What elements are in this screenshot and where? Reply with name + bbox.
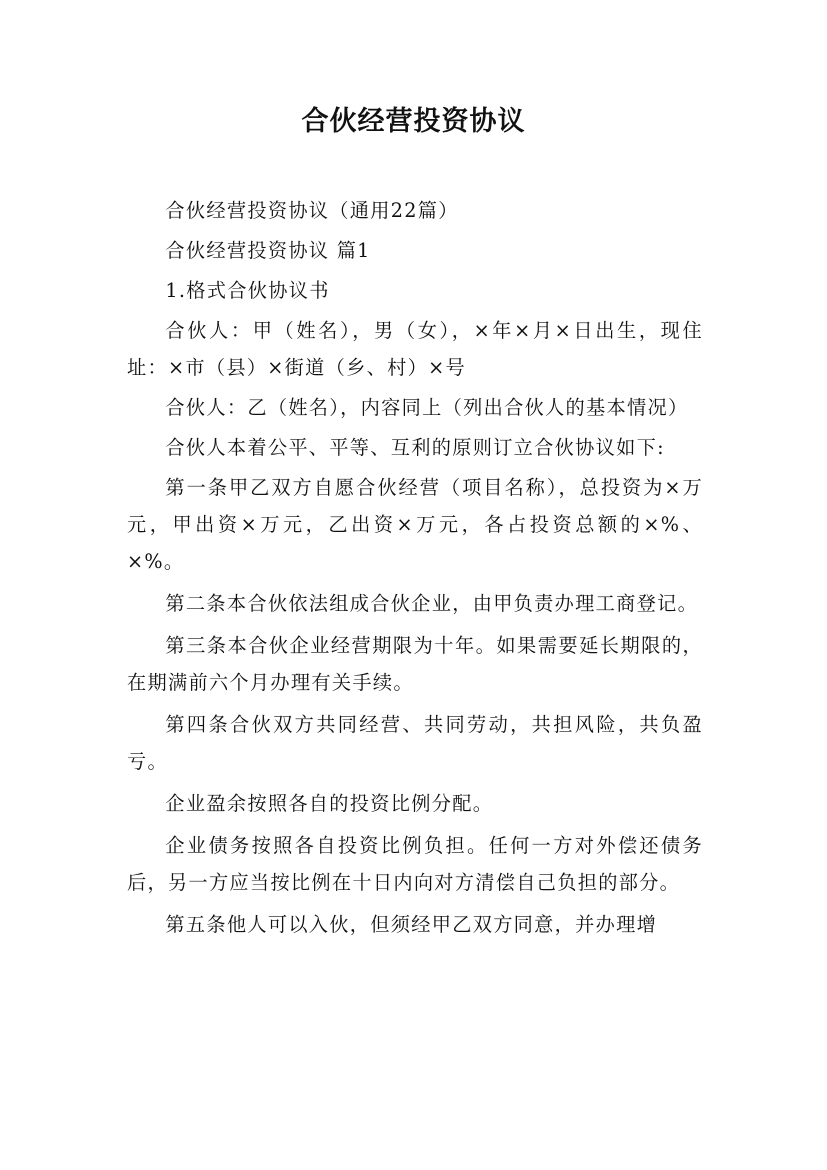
paragraph-profit-distribution: 企业盈余按照各自的投资比例分配。 [165,792,494,815]
document-body [127,192,703,943]
paragraph-article-5: 第五条他人可以入伙，但须经甲乙双方同意，并办理增 [165,913,658,936]
paragraph-section-heading: 合伙经营投资协议 篇1 [165,239,371,262]
paragraph-article-1: 第一条甲乙双方自愿合伙经营（项目名称），总投资为×万元，甲出资×万元，乙出资×万元，各占投资总额的×%、×%。 [127,476,703,573]
paragraph-format-heading: 1.格式合伙协议书 [165,279,330,302]
paragraph-partner-b: 合伙人：乙（姓名），内容同上（列出合伙人的基本情况） [165,396,689,419]
paragraph-principle: 合伙人本着公平、平等、互利的原则订立合伙协议如下: [165,436,665,459]
paragraph-article-4: 第四条合伙双方共同经营、共同劳动，共担风险，共负盈亏。 [127,713,703,773]
paragraph-article-2: 第二条本合伙依法组成合伙企业，由甲负责办理工商登记。 [165,592,699,615]
paragraph-article-3: 第三条本合伙企业经营期限为十年。如果需要延长期限的，在期满前六个月办理有关手续。 [127,634,703,694]
paragraph-intro-title: 合伙经营投资协议（通用22篇） [165,199,459,222]
paragraph-partner-a: 合伙人：甲（姓名），男（女），×年×月×日出生，现住址：×市（县）×街道（乡、村）×号 [127,319,703,379]
document-title: 合伙经营投资协议 [301,106,526,137]
paragraph-debt-sharing: 企业债务按照各自投资比例负担。任何一方对外偿还债务后，另一方应当按比例在十日内向对方清偿自己负担的部分。 [127,834,703,894]
